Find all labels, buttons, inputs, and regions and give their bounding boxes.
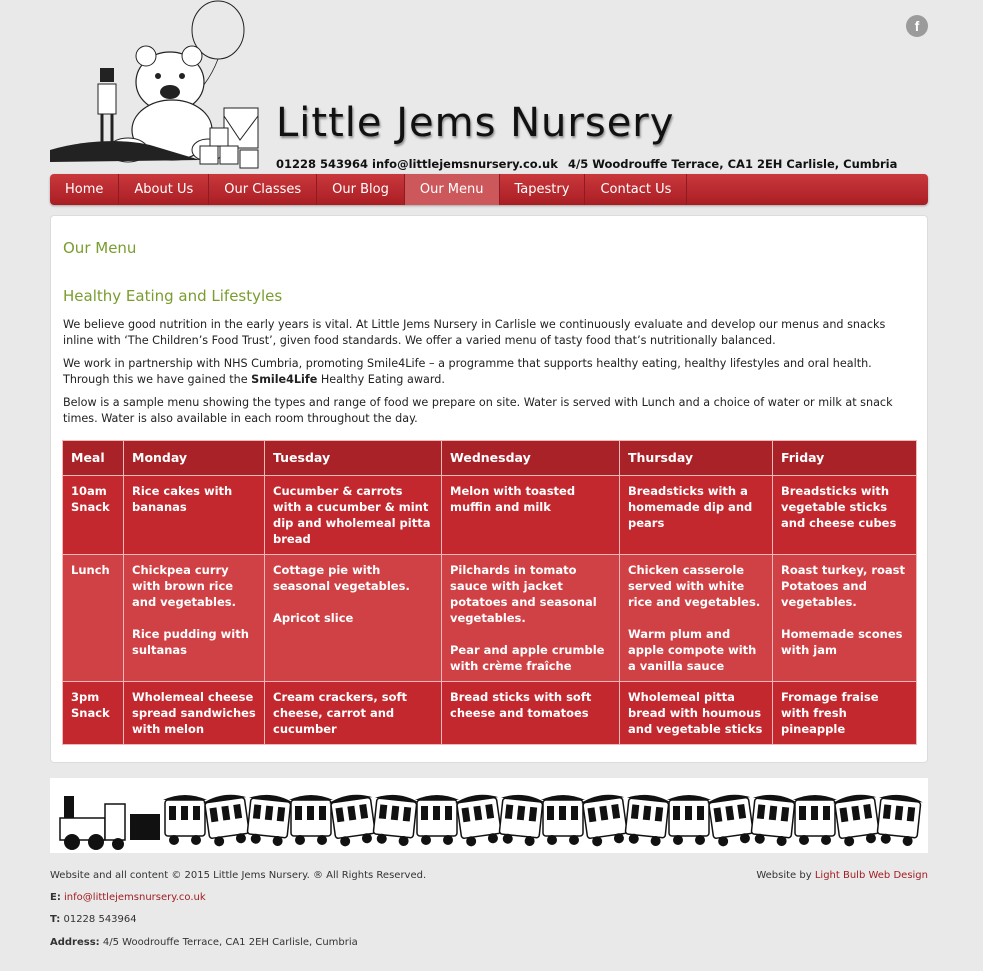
train-carriage [706, 792, 757, 848]
table-cell: Breadsticks with vegetable sticks and cheese cubes [773, 476, 917, 555]
train-carriage [748, 793, 797, 847]
nav-item-our-classes[interactable]: Our Classes [209, 174, 317, 205]
nav-item-tapestry[interactable]: Tapestry [500, 174, 586, 205]
train-carriage [832, 792, 883, 848]
partnership-paragraph: We work in partnership with NHS Cumbria, promoting Smile4Life – a programme that supports healthy eating, healthy lifestyles and oral health. Through this we have gained the Smile4Life Healthy Eating award. [63, 357, 872, 386]
table-cell: Roast turkey, roast Potatoes and vegetables. Homemade scones with jam [773, 555, 917, 682]
train-carriage [163, 795, 207, 845]
site-title[interactable]: Little Jems Nursery [276, 100, 675, 146]
train-carriage [370, 793, 419, 847]
nav-item-our-menu[interactable]: Our Menu [405, 174, 500, 205]
smile4life-bold: Smile4Life [251, 373, 318, 386]
table-cell-meal: 10am Snack [63, 476, 124, 555]
train-carriage [454, 792, 505, 848]
table-header: Monday [124, 441, 265, 476]
table-header: Tuesday [265, 441, 442, 476]
sample-menu-paragraph: Below is a sample menu showing the types and range of food we prepare on site. Water is served with Lunch and a choice of water or milk at snack times. Water is also available in each room throughout the day. [63, 396, 893, 425]
train-carriage [541, 795, 585, 845]
train-carriage [244, 793, 293, 847]
page-title: Our Menu [63, 239, 137, 257]
train-decoration-icon [50, 778, 928, 853]
footer-email-link[interactable]: info@littlejemsnursery.co.uk [64, 892, 206, 903]
table-cell: Chickpea curry with brown rice and vegetables. Rice pudding with sultanas [124, 555, 265, 682]
train-carriage [793, 795, 837, 845]
table-cell: Wholemeal cheese spread sandwiches with melon [124, 682, 265, 745]
main-content [50, 215, 928, 763]
footer-address: Address: 4/5 Woodrouffe Terrace, CA1 2EH Carlisle, Cumbria [50, 937, 358, 948]
train-carriage [202, 792, 253, 848]
footer-phone: T: 01228 543964 [50, 914, 137, 925]
table-header: Wednesday [442, 441, 620, 476]
train-carriages-icon [163, 792, 923, 848]
menu-table [62, 440, 917, 745]
footer-copyright: Website and all content © 2015 Little Jems Nursery. ® All Rights Reserved. [50, 870, 427, 881]
train-carriage [289, 795, 333, 845]
train-carriage [415, 795, 459, 845]
train-carriage [496, 793, 545, 847]
facebook-icon[interactable]: f [906, 15, 928, 37]
table-cell: Cream crackers, soft cheese, carrot and cucumber [265, 682, 442, 745]
nav-item-contact-us[interactable]: Contact Us [585, 174, 687, 205]
footer-credit: Website by Light Bulb Web Design [756, 870, 928, 881]
header-email[interactable]: info@littlejemsnursery.co.uk [372, 157, 558, 171]
nav-item-about-us[interactable]: About Us [119, 174, 209, 205]
table-cell: Chicken casserole served with white rice and vegetables. Warm plum and apple compote with a vanilla sauce [620, 555, 773, 682]
header-address: 4/5 Woodrouffe Terrace, CA1 2EH Carlisle, Cumbria [568, 157, 898, 171]
teddy-bear-logo-icon [50, 0, 272, 170]
train-carriage [667, 795, 711, 845]
table-row [63, 682, 917, 745]
table-row [63, 555, 917, 682]
header-phone: 01228 543964 [276, 157, 369, 171]
train-carriage [328, 792, 379, 848]
section-title: Healthy Eating and Lifestyles [63, 287, 283, 305]
table-header: Thursday [620, 441, 773, 476]
intro-paragraph: We believe good nutrition in the early years is vital. At Little Jems Nursery in Carlisle we continuously evaluate and develop our menus and snacks inline with ‘The Children’s Food Trust’, given food standards. We offer a varied menu of tasty food that’s nutritionally balanced. [63, 318, 886, 347]
table-cell: Wholemeal pitta bread with houmous and vegetable sticks [620, 682, 773, 745]
table-cell: Bread sticks with soft cheese and tomatoes [442, 682, 620, 745]
table-cell: Melon with toasted muffin and milk [442, 476, 620, 555]
main-nav [50, 174, 928, 205]
train-carriage [580, 792, 631, 848]
header-contact [276, 157, 898, 171]
table-cell: Pilchards in tomato sauce with jacket potatoes and seasonal vegetables. Pear and apple crumble with crème fraîche [442, 555, 620, 682]
nav-item-our-blog[interactable]: Our Blog [317, 174, 405, 205]
table-cell: Cucumber & carrots with a cucumber & mint dip and wholemeal pitta bread [265, 476, 442, 555]
table-header: Friday [773, 441, 917, 476]
table-header: Meal [63, 441, 124, 476]
table-row [63, 476, 917, 555]
footer-email: E: info@littlejemsnursery.co.uk [50, 892, 206, 903]
table-cell-meal: Lunch [63, 555, 124, 682]
table-cell: Fromage fraise with fresh pineapple [773, 682, 917, 745]
table-cell: Breadsticks with a homemade dip and pears [620, 476, 773, 555]
train-carriage [874, 793, 923, 847]
table-cell: Rice cakes with bananas [124, 476, 265, 555]
nav-item-home[interactable]: Home [50, 174, 119, 205]
credit-link[interactable]: Light Bulb Web Design [814, 870, 928, 881]
train-carriage [622, 793, 671, 847]
table-header-row [63, 441, 917, 476]
table-cell: Cottage pie with seasonal vegetables. Apricot slice [265, 555, 442, 682]
site-header [50, 0, 928, 175]
table-cell-meal: 3pm Snack [63, 682, 124, 745]
